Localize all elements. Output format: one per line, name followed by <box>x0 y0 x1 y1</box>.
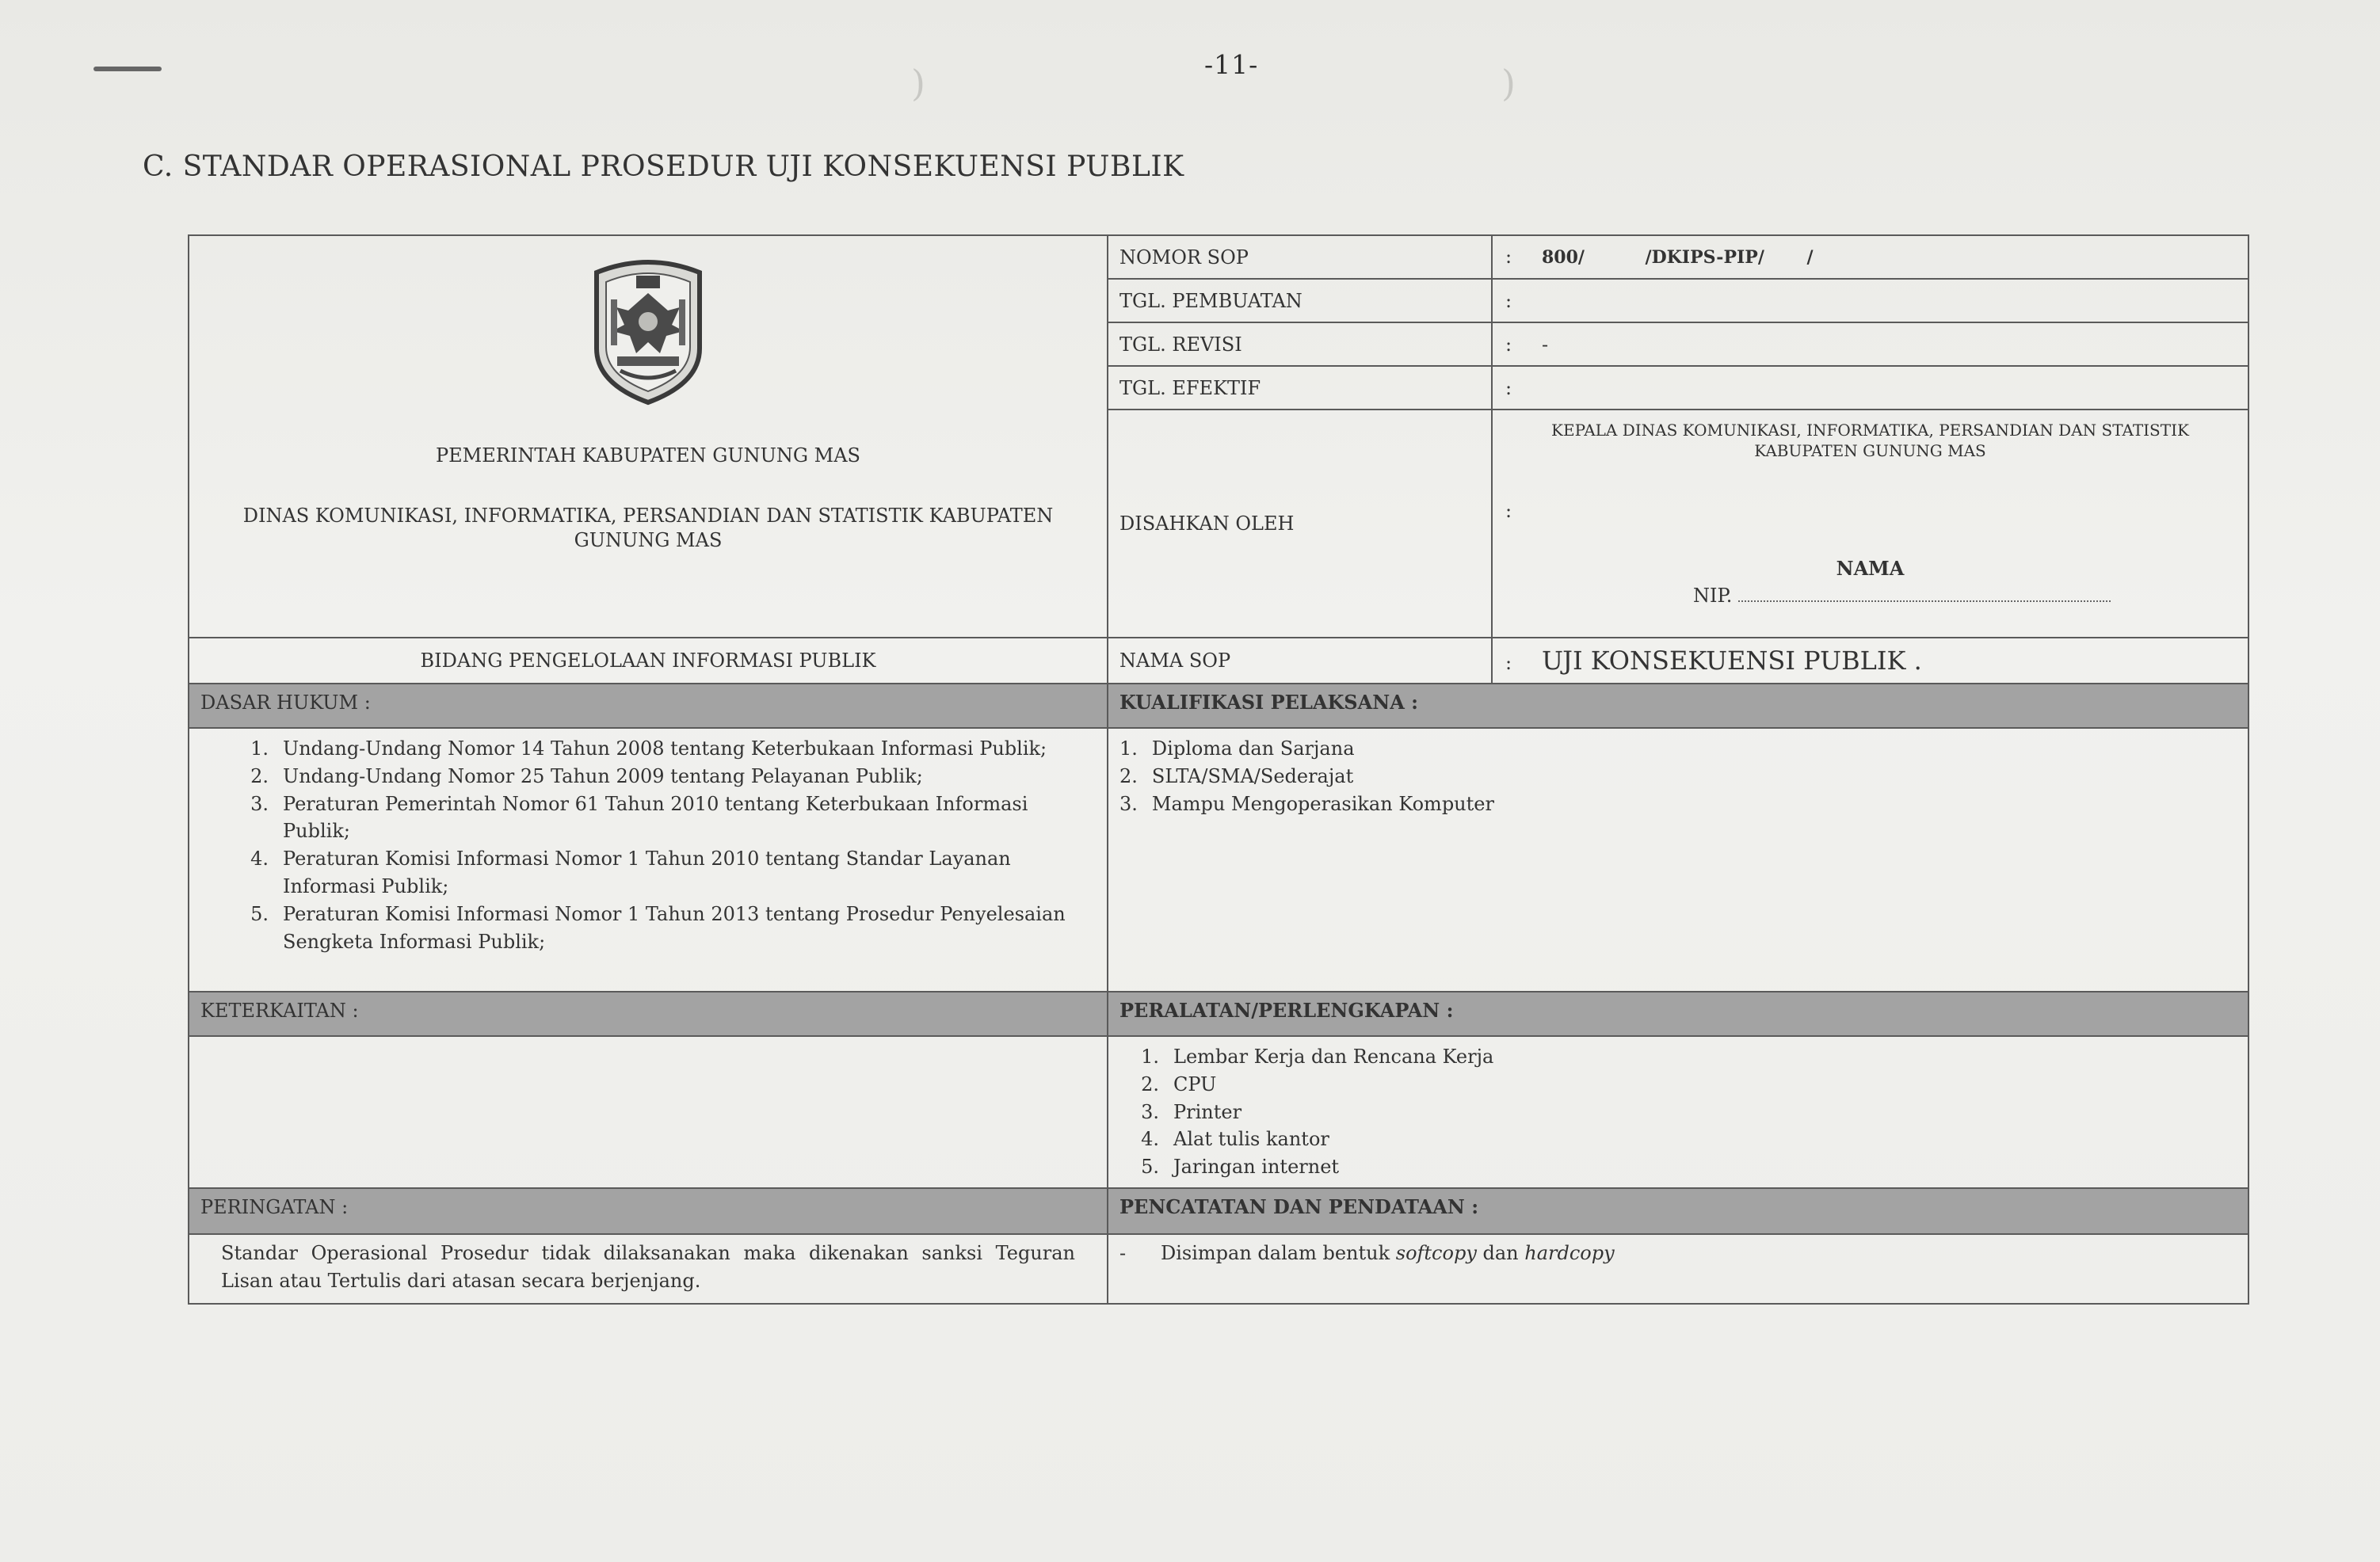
tgl-efektif-value <box>1492 366 2248 410</box>
dasar-hukum-header: DASAR HUKUM : <box>189 684 1108 728</box>
kualifikasi-header: KUALIFIKASI PELAKSANA : <box>1108 684 2248 728</box>
list-item: 1. Lembar Kerja dan Rencana Kerja <box>1141 1046 1494 1068</box>
tgl-revisi-text: - <box>1542 333 1549 356</box>
list-item: 2. SLTA/SMA/Sederajat <box>1119 764 1354 787</box>
sop-table <box>188 234 2249 1305</box>
list-item: 4. Peraturan Komisi Informasi Nomor 1 Tahun 2010 tentang Standar Layanan Informasi Publik; <box>250 848 1011 897</box>
colon: : <box>1505 376 1512 399</box>
approval-name: NAMA <box>1836 557 1905 580</box>
peralatan-content <box>1108 1036 2248 1188</box>
dept-name: DINAS KOMUNIKASI, INFORMATIKA, PERSANDIAN DAN STATISTIK KABUPATEN GUNUNG MAS <box>242 505 1054 552</box>
peringatan-text: Standar Operasional Prosedur tidak dilaksanakan maka dikenakan sanksi Teguran Lisan atau Tertulis dari atasan secara berjenjang. <box>189 1234 1108 1304</box>
list-item: 5. Peraturan Komisi Informasi Nomor 1 Tahun 2013 tentang Prosedur Penyelesaian Sengketa Informasi Publik; <box>250 902 1066 953</box>
bleed-through-mark: ) <box>1501 62 1516 105</box>
page-number: -11- <box>1204 49 1259 80</box>
kualifikasi-content <box>1108 728 2248 992</box>
approval-authority: KEPALA DINAS KOMUNIKASI, INFORMATIKA, PERSANDIAN DAN STATISTIK KABUPATEN GUNUNG MAS <box>1551 421 2189 460</box>
keterkaitan-content <box>189 1036 1108 1188</box>
tgl-efektif-label: TGL. EFEKTIF <box>1108 366 1492 410</box>
peralatan-header: PERALATAN/PERLENGKAPAN : <box>1108 992 2248 1036</box>
nama-sop-label: NAMA SOP <box>1108 638 1492 684</box>
colon: : <box>1505 246 1512 269</box>
keterkaitan-header: KETERKAITAN : <box>189 992 1108 1036</box>
pencatatan-content <box>1108 1234 2248 1304</box>
kabupaten-emblem-icon <box>581 255 715 406</box>
list-item: 3. Peraturan Pemerintah Nomor 61 Tahun 2010 tentang Keterbukaan Informasi Publik; <box>250 792 1028 843</box>
nip-label: NIP. <box>1692 585 1733 608</box>
pencatatan-text-before: Disimpan dalam bentuk <box>1161 1241 1396 1264</box>
section-title: C. STANDAR OPERASIONAL PROSEDUR UJI KONSEKUENSI PUBLIK <box>143 150 1184 183</box>
org-name: PEMERINTAH KABUPATEN GUNUNG MAS <box>436 444 860 467</box>
list-item: 5. Jaringan internet <box>1141 1156 1340 1179</box>
list-item: 1. Undang-Undang Nomor 14 Tahun 2008 tentang Keterbukaan Informasi Publik; <box>250 737 1047 760</box>
nama-sop-text: UJI KONSEKUENSI PUBLIK . <box>1542 646 1922 676</box>
colon: : <box>1505 333 1512 356</box>
colon: : <box>1505 652 1512 674</box>
emblem-svg <box>581 255 715 406</box>
hardcopy-text: hardcopy <box>1524 1241 1615 1264</box>
pencatatan-text-mid: dan <box>1476 1241 1525 1264</box>
colon: : <box>1505 289 1512 312</box>
field-name: BIDANG PENGELOLAAN INFORMASI PUBLIK <box>189 638 1108 684</box>
list-item: 3. Printer <box>1141 1100 1242 1123</box>
tgl-pembuatan-value <box>1492 279 2248 322</box>
list-item: 4. Alat tulis kantor <box>1141 1128 1329 1151</box>
tgl-pembuatan-label: TGL. PEMBUATAN <box>1108 279 1492 322</box>
bleed-through-mark: ) <box>911 62 925 105</box>
list-item: 2. CPU <box>1141 1072 1217 1095</box>
disahkan-label: DISAHKAN OLEH <box>1108 410 1492 638</box>
dasar-hukum-list <box>200 735 1096 955</box>
peralatan-list <box>1119 1043 2237 1181</box>
tgl-revisi-value <box>1492 322 2248 366</box>
pencatatan-dash: - <box>1119 1241 1127 1264</box>
list-item: 2. Undang-Undang Nomor 25 Tahun 2009 tentang Pelayanan Publik; <box>250 764 923 787</box>
colon: : <box>1505 500 1512 522</box>
nip-dotted-line <box>1738 586 2111 602</box>
tgl-revisi-label: TGL. REVISI <box>1108 322 1492 366</box>
approval-cell <box>1492 410 2248 638</box>
softcopy-text: softcopy <box>1395 1241 1477 1264</box>
nama-sop-value <box>1492 638 2248 684</box>
dasar-hukum-content <box>189 728 1108 992</box>
kualifikasi-list <box>1119 735 2237 817</box>
list-item: 1. Diploma dan Sarjana <box>1119 737 1355 760</box>
list-item: 3. Mampu Mengoperasikan Komputer <box>1119 792 1494 815</box>
org-header-cell <box>189 235 1108 638</box>
nomor-sop-value <box>1492 235 2248 279</box>
nomor-sop-label: NOMOR SOP <box>1108 235 1492 279</box>
nomor-sop-text: 800/ /DKIPS-PIP/ / <box>1542 247 1814 269</box>
corner-scan-mark <box>93 67 162 71</box>
peringatan-header: PERINGATAN : <box>189 1188 1108 1234</box>
pencatatan-header: PENCATATAN DAN PENDATAAN : <box>1108 1188 2248 1234</box>
approval-nip <box>1567 584 2237 608</box>
